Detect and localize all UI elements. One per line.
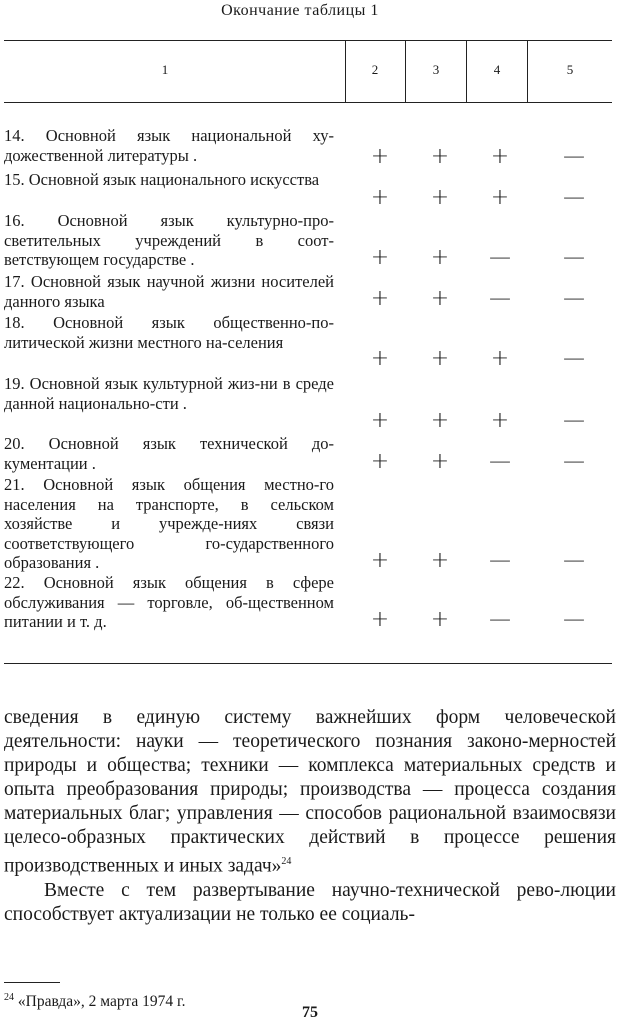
footnote-rule — [4, 982, 60, 983]
row-mark: — — [489, 449, 511, 474]
row-mark: + — [430, 346, 450, 371]
row-mark: — — [563, 245, 585, 270]
row-mark: — — [563, 449, 585, 474]
row-label: 19. Основной язык культурной жиз-ни в среде данной национально-сти . — [4, 374, 334, 413]
column-header-1: 1 — [161, 62, 169, 77]
row-mark: — — [563, 548, 585, 573]
row-label: 15. Основной язык национального искусства — [4, 170, 320, 189]
row-mark: + — [370, 548, 390, 573]
row-mark: — — [563, 408, 585, 433]
row-label: 17. Основной язык научной жизни носителей данного языка — [4, 272, 334, 311]
row-mark: + — [430, 548, 450, 573]
row-mark: + — [370, 449, 390, 474]
footnote-text: «Правда», 2 марта 1974 г. — [17, 993, 186, 1011]
row-mark: + — [430, 245, 450, 270]
page-number: 75 — [302, 1004, 318, 1021]
column-header-5: 5 — [566, 62, 574, 77]
row-mark: + — [370, 286, 390, 311]
row-mark: — — [563, 144, 585, 169]
paragraph-text: сведения в единую систему важнейших форм человеческой деятельности: науки — теоретического познания законо-мерностей природы и общества; техники — комплекса материальных средств и опыта преобразования природы; производства — процесса создания материальных благ; управления — способов рациональной взаимосвязи целесо-образных практических действий в процессе решения производственных и иных задач» — [4, 707, 616, 877]
paragraph — [4, 706, 616, 879]
row-mark: + — [430, 408, 450, 433]
row-label: 16. Основной язык культурно-про-светительных учреждений в соот-ветствующем государстве . — [4, 211, 334, 269]
column-header-2: 2 — [371, 62, 379, 77]
row-mark: + — [430, 449, 450, 474]
row-mark: + — [370, 408, 390, 433]
header-divider — [527, 40, 528, 102]
row-mark: — — [563, 607, 585, 632]
body-text — [4, 706, 616, 927]
row-mark: + — [490, 346, 510, 371]
row-label: 21. Основной язык общения местно-го населения на транспорте, в сельском хозяйстве и учрежде-ниях связи соответствующего го-сударственного образования . — [4, 475, 334, 572]
table-header-rule — [4, 102, 612, 103]
footnote-ref: 24 — [281, 856, 292, 867]
row-mark: + — [370, 144, 390, 169]
header-divider — [405, 40, 406, 102]
row-mark: + — [490, 185, 510, 210]
row-mark: — — [489, 548, 511, 573]
row-mark: + — [430, 185, 450, 210]
row-mark: + — [370, 607, 390, 632]
row-mark: + — [490, 408, 510, 433]
row-mark: — — [489, 607, 511, 632]
row-label: 18. Основной язык общественно-по-литической жизни местного на-селения — [4, 313, 334, 352]
row-label: 20. Основной язык технической до-кументации . — [4, 434, 334, 473]
paragraph: Вместе с тем развертывание научно-технической рево-люции способствует актуализации не только ее социаль- — [4, 879, 616, 925]
table-top-rule — [4, 40, 612, 41]
row-mark: + — [370, 346, 390, 371]
column-header-4: 4 — [493, 62, 501, 77]
row-label: 22. Основной язык общения в сфере обслуживания — торговле, об-щественном питании и т. д. — [4, 573, 334, 631]
header-divider — [466, 40, 467, 102]
row-mark: + — [430, 286, 450, 311]
column-header-3: 3 — [432, 62, 440, 77]
row-mark: — — [563, 286, 585, 311]
row-mark: + — [430, 144, 450, 169]
row-mark: + — [370, 245, 390, 270]
header-divider — [345, 40, 346, 102]
row-mark: + — [490, 144, 510, 169]
row-mark: — — [563, 346, 585, 371]
footnote-number: 24 — [4, 992, 14, 1003]
row-mark: — — [489, 245, 511, 270]
table-caption: Окончание таблицы 1 — [221, 2, 379, 19]
row-mark: — — [563, 185, 585, 210]
row-mark: + — [430, 607, 450, 632]
table-bottom-rule — [4, 663, 612, 664]
row-label: 14. Основной язык национальной ху-дожественной литературы . — [4, 126, 334, 165]
row-mark: + — [370, 185, 390, 210]
row-mark: — — [489, 286, 511, 311]
